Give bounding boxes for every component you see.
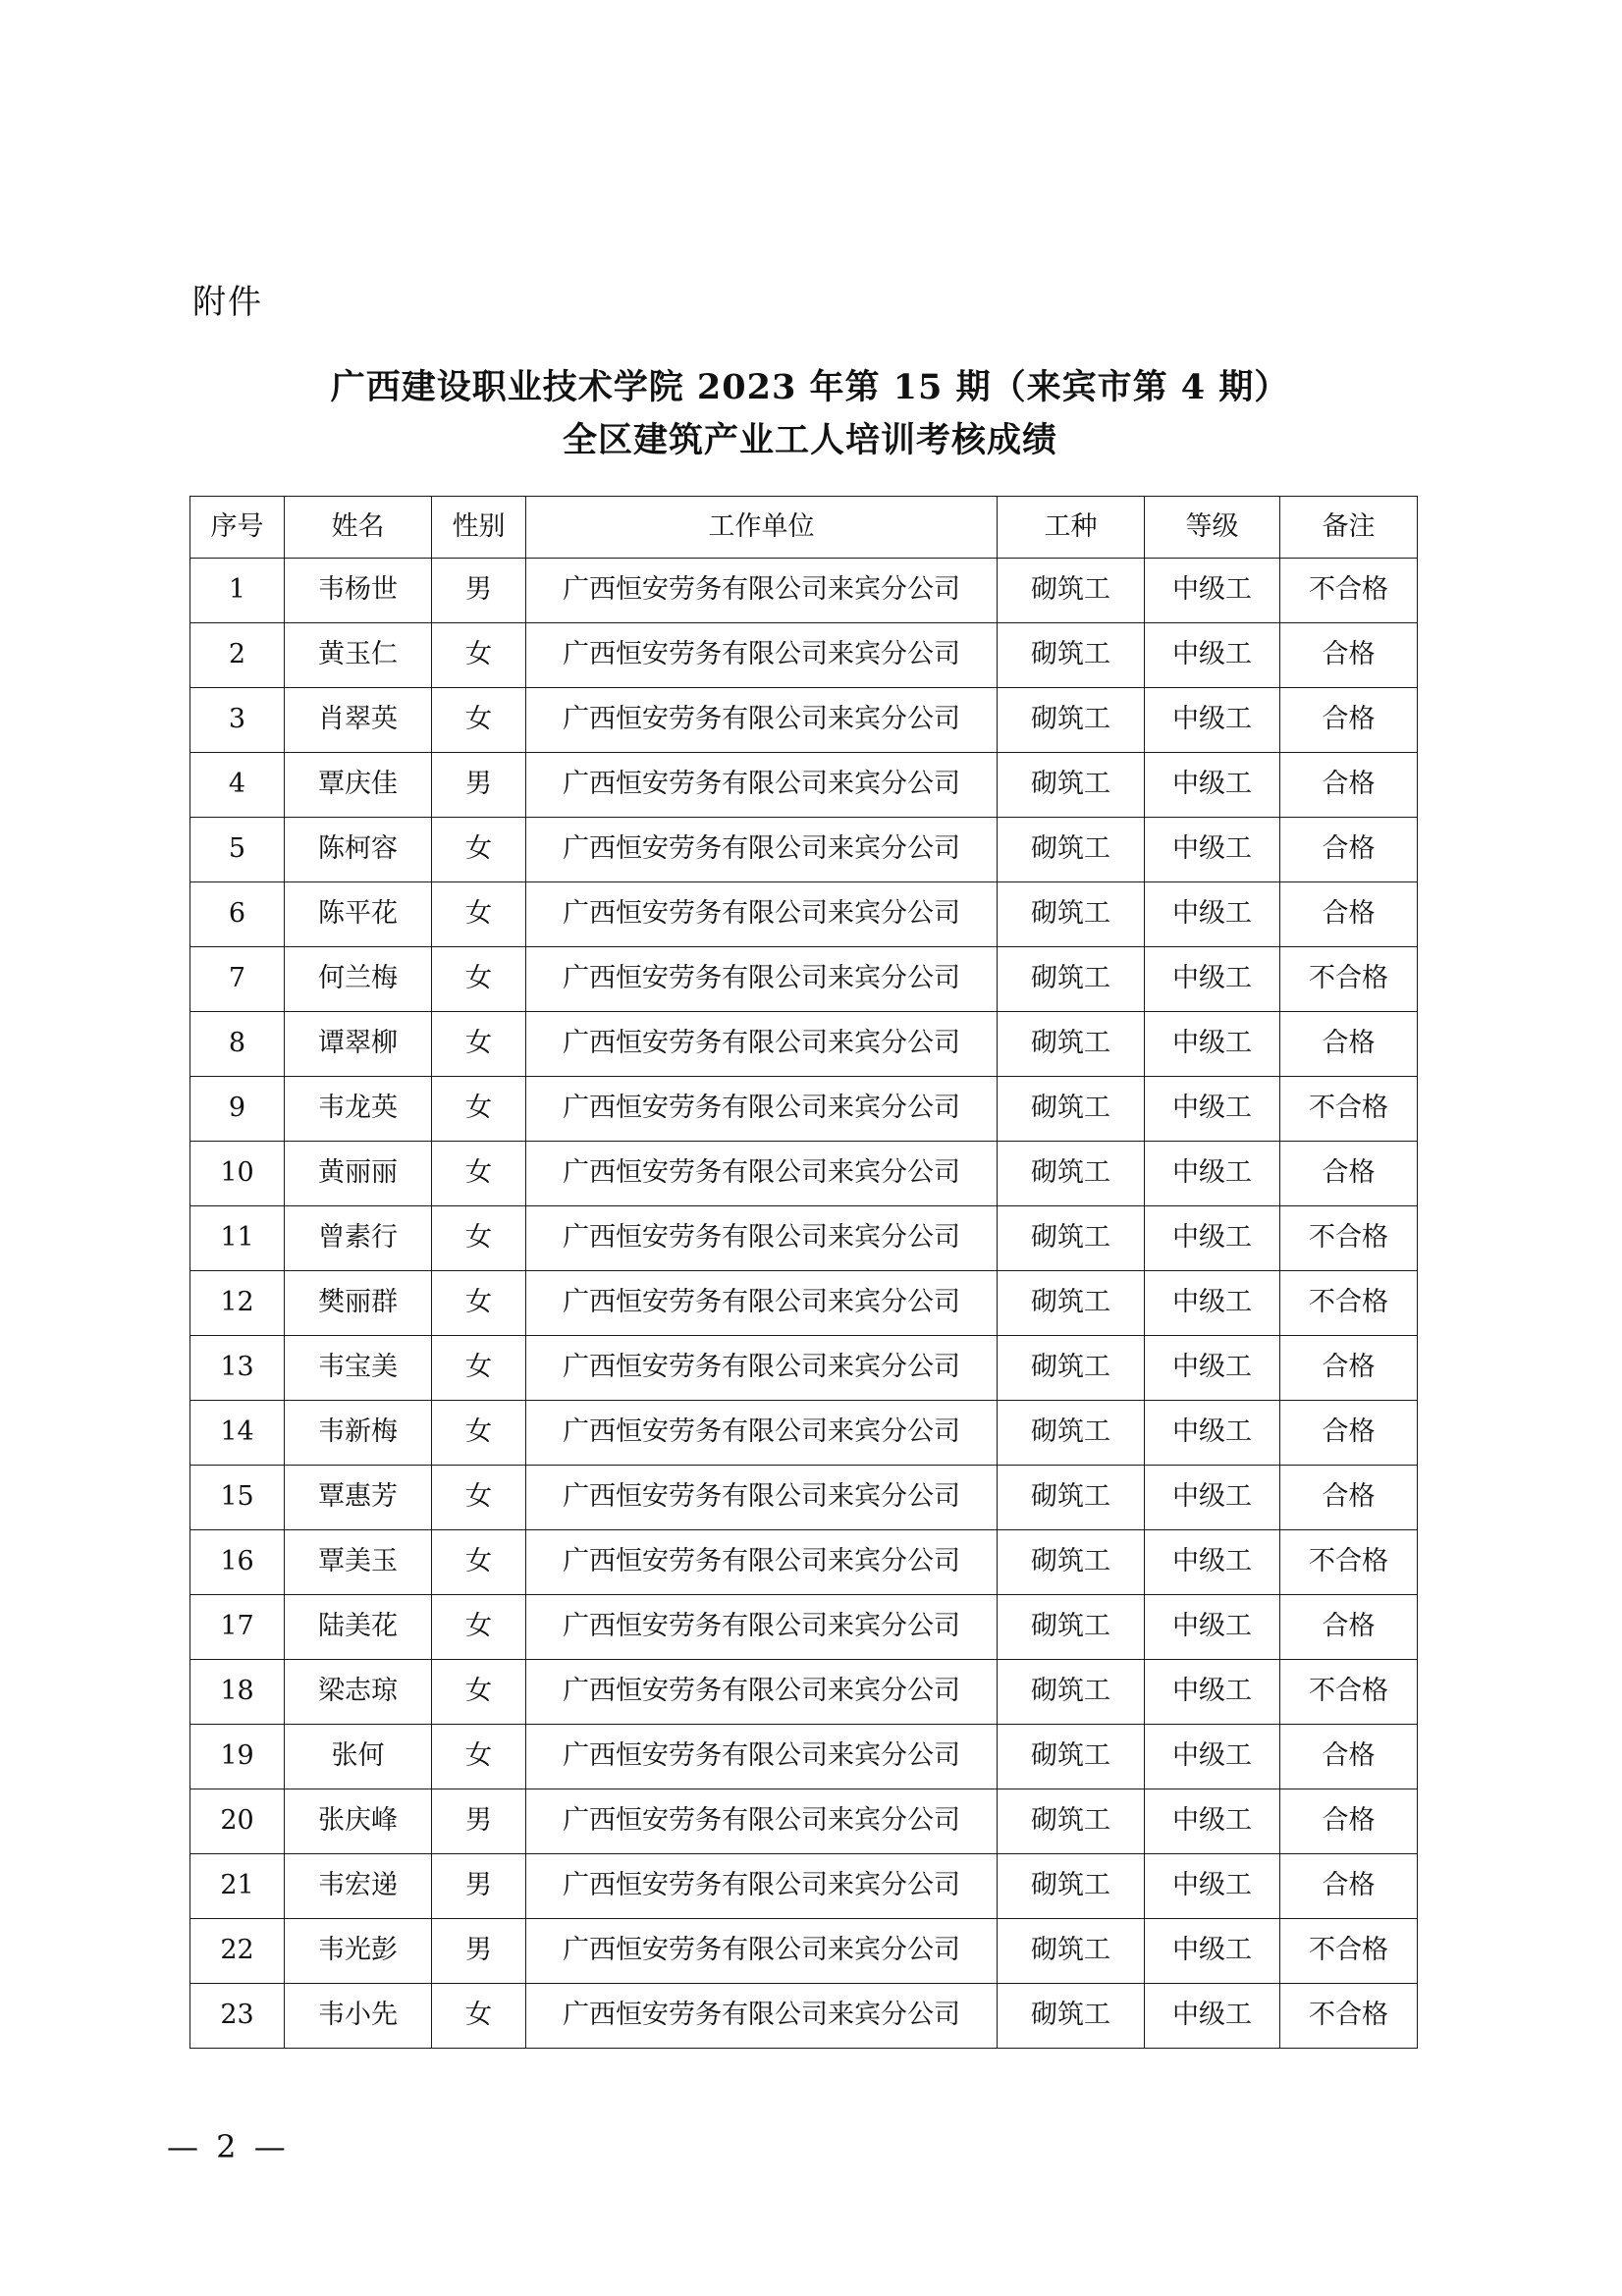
header-name: 姓名 bbox=[285, 497, 432, 559]
cell-remark: 合格 bbox=[1280, 688, 1418, 753]
cell-index: 16 bbox=[190, 1530, 285, 1595]
cell-trade: 砌筑工 bbox=[998, 559, 1145, 623]
cell-gender: 男 bbox=[432, 753, 526, 818]
cell-index: 3 bbox=[190, 688, 285, 753]
cell-level: 中级工 bbox=[1145, 1271, 1280, 1336]
cell-unit: 广西恒安劳务有限公司来宾分公司 bbox=[526, 688, 998, 753]
cell-level: 中级工 bbox=[1145, 559, 1280, 623]
cell-name: 樊丽群 bbox=[285, 1271, 432, 1336]
cell-name: 韦宏递 bbox=[285, 1854, 432, 1919]
cell-remark: 合格 bbox=[1280, 1595, 1418, 1660]
page-title-line-1: 广西建设职业技术学院 2023 年第 15 期（来宾市第 4 期） bbox=[330, 367, 1290, 407]
cell-level: 中级工 bbox=[1145, 818, 1280, 882]
cell-unit: 广西恒安劳务有限公司来宾分公司 bbox=[526, 623, 998, 688]
cell-remark: 不合格 bbox=[1280, 1271, 1418, 1336]
cell-unit: 广西恒安劳务有限公司来宾分公司 bbox=[526, 559, 998, 623]
cell-level: 中级工 bbox=[1145, 1984, 1280, 2049]
header-gender: 性别 bbox=[432, 497, 526, 559]
cell-unit: 广西恒安劳务有限公司来宾分公司 bbox=[526, 882, 998, 947]
cell-gender: 女 bbox=[432, 1660, 526, 1725]
cell-level: 中级工 bbox=[1145, 1336, 1280, 1401]
table-row bbox=[190, 1336, 1418, 1401]
cell-trade: 砌筑工 bbox=[998, 1789, 1145, 1854]
cell-gender: 女 bbox=[432, 1401, 526, 1466]
cell-unit: 广西恒安劳务有限公司来宾分公司 bbox=[526, 818, 998, 882]
cell-name: 韦杨世 bbox=[285, 559, 432, 623]
cell-gender: 女 bbox=[432, 947, 526, 1012]
table-row bbox=[190, 1466, 1418, 1530]
cell-trade: 砌筑工 bbox=[998, 1466, 1145, 1530]
cell-trade: 砌筑工 bbox=[998, 623, 1145, 688]
cell-gender: 女 bbox=[432, 1336, 526, 1401]
cell-level: 中级工 bbox=[1145, 1725, 1280, 1789]
cell-unit: 广西恒安劳务有限公司来宾分公司 bbox=[526, 1466, 998, 1530]
cell-remark: 不合格 bbox=[1280, 1206, 1418, 1271]
cell-gender: 女 bbox=[432, 1984, 526, 2049]
table-row bbox=[190, 882, 1418, 947]
table-row bbox=[190, 1660, 1418, 1725]
cell-remark: 合格 bbox=[1280, 1466, 1418, 1530]
cell-unit: 广西恒安劳务有限公司来宾分公司 bbox=[526, 947, 998, 1012]
cell-level: 中级工 bbox=[1145, 1401, 1280, 1466]
attachment-label: 附件 bbox=[192, 283, 263, 322]
cell-gender: 女 bbox=[432, 1725, 526, 1789]
cell-remark: 合格 bbox=[1280, 1854, 1418, 1919]
cell-trade: 砌筑工 bbox=[998, 818, 1145, 882]
cell-level: 中级工 bbox=[1145, 882, 1280, 947]
table-row bbox=[190, 1789, 1418, 1854]
cell-remark: 不合格 bbox=[1280, 947, 1418, 1012]
cell-level: 中级工 bbox=[1145, 1206, 1280, 1271]
cell-level: 中级工 bbox=[1145, 688, 1280, 753]
cell-name: 覃庆佳 bbox=[285, 753, 432, 818]
cell-unit: 广西恒安劳务有限公司来宾分公司 bbox=[526, 1854, 998, 1919]
cell-level: 中级工 bbox=[1145, 1919, 1280, 1984]
table-row bbox=[190, 1206, 1418, 1271]
cell-gender: 女 bbox=[432, 623, 526, 688]
cell-trade: 砌筑工 bbox=[998, 1012, 1145, 1077]
cell-name: 肖翠英 bbox=[285, 688, 432, 753]
cell-level: 中级工 bbox=[1145, 1466, 1280, 1530]
cell-level: 中级工 bbox=[1145, 1854, 1280, 1919]
table-row bbox=[190, 688, 1418, 753]
cell-trade: 砌筑工 bbox=[998, 947, 1145, 1012]
cell-index: 1 bbox=[190, 559, 285, 623]
cell-gender: 男 bbox=[432, 1919, 526, 1984]
cell-trade: 砌筑工 bbox=[998, 1919, 1145, 1984]
cell-trade: 砌筑工 bbox=[998, 1854, 1145, 1919]
cell-index: 8 bbox=[190, 1012, 285, 1077]
cell-index: 14 bbox=[190, 1401, 285, 1466]
table-row bbox=[190, 1984, 1418, 2049]
table-row bbox=[190, 1012, 1418, 1077]
cell-index: 6 bbox=[190, 882, 285, 947]
cell-remark: 不合格 bbox=[1280, 1984, 1418, 2049]
cell-gender: 女 bbox=[432, 1012, 526, 1077]
cell-gender: 女 bbox=[432, 1271, 526, 1336]
cell-unit: 广西恒安劳务有限公司来宾分公司 bbox=[526, 1206, 998, 1271]
header-level: 等级 bbox=[1145, 497, 1280, 559]
cell-remark: 合格 bbox=[1280, 1725, 1418, 1789]
cell-remark: 不合格 bbox=[1280, 1530, 1418, 1595]
cell-index: 12 bbox=[190, 1271, 285, 1336]
cell-remark: 不合格 bbox=[1280, 1919, 1418, 1984]
table-row bbox=[190, 818, 1418, 882]
cell-unit: 广西恒安劳务有限公司来宾分公司 bbox=[526, 753, 998, 818]
table-row bbox=[190, 1854, 1418, 1919]
cell-index: 19 bbox=[190, 1725, 285, 1789]
cell-remark: 不合格 bbox=[1280, 1660, 1418, 1725]
cell-index: 20 bbox=[190, 1789, 285, 1854]
cell-gender: 男 bbox=[432, 559, 526, 623]
cell-level: 中级工 bbox=[1145, 1595, 1280, 1660]
cell-gender: 女 bbox=[432, 818, 526, 882]
cell-gender: 男 bbox=[432, 1854, 526, 1919]
cell-gender: 女 bbox=[432, 688, 526, 753]
cell-remark: 合格 bbox=[1280, 1142, 1418, 1206]
cell-unit: 广西恒安劳务有限公司来宾分公司 bbox=[526, 1077, 998, 1142]
cell-remark: 合格 bbox=[1280, 882, 1418, 947]
header-index: 序号 bbox=[190, 497, 285, 559]
table-row bbox=[190, 1919, 1418, 1984]
cell-name: 陈平花 bbox=[285, 882, 432, 947]
cell-name: 张庆峰 bbox=[285, 1789, 432, 1854]
cell-trade: 砌筑工 bbox=[998, 1271, 1145, 1336]
cell-trade: 砌筑工 bbox=[998, 1336, 1145, 1401]
cell-unit: 广西恒安劳务有限公司来宾分公司 bbox=[526, 1919, 998, 1984]
cell-index: 22 bbox=[190, 1919, 285, 1984]
cell-name: 韦光彭 bbox=[285, 1919, 432, 1984]
page-number: — 2 — bbox=[167, 2128, 290, 2165]
cell-trade: 砌筑工 bbox=[998, 1401, 1145, 1466]
cell-index: 10 bbox=[190, 1142, 285, 1206]
cell-gender: 女 bbox=[432, 882, 526, 947]
cell-gender: 女 bbox=[432, 1206, 526, 1271]
table-row bbox=[190, 1271, 1418, 1336]
cell-unit: 广西恒安劳务有限公司来宾分公司 bbox=[526, 1336, 998, 1401]
cell-level: 中级工 bbox=[1145, 623, 1280, 688]
cell-name: 黄丽丽 bbox=[285, 1142, 432, 1206]
table-row bbox=[190, 559, 1418, 623]
cell-remark: 合格 bbox=[1280, 1401, 1418, 1466]
cell-index: 11 bbox=[190, 1206, 285, 1271]
cell-level: 中级工 bbox=[1145, 1142, 1280, 1206]
cell-index: 13 bbox=[190, 1336, 285, 1401]
table-row bbox=[190, 1725, 1418, 1789]
cell-index: 23 bbox=[190, 1984, 285, 2049]
cell-unit: 广西恒安劳务有限公司来宾分公司 bbox=[526, 1401, 998, 1466]
cell-remark: 合格 bbox=[1280, 623, 1418, 688]
header-remark: 备注 bbox=[1280, 497, 1418, 559]
cell-remark: 不合格 bbox=[1280, 559, 1418, 623]
table-row bbox=[190, 1595, 1418, 1660]
table-body bbox=[190, 559, 1418, 2049]
cell-unit: 广西恒安劳务有限公司来宾分公司 bbox=[526, 1789, 998, 1854]
cell-level: 中级工 bbox=[1145, 1789, 1280, 1854]
cell-index: 18 bbox=[190, 1660, 285, 1725]
cell-level: 中级工 bbox=[1145, 947, 1280, 1012]
cell-index: 9 bbox=[190, 1077, 285, 1142]
cell-index: 7 bbox=[190, 947, 285, 1012]
cell-gender: 男 bbox=[432, 1789, 526, 1854]
table-row bbox=[190, 753, 1418, 818]
cell-trade: 砌筑工 bbox=[998, 1595, 1145, 1660]
cell-index: 4 bbox=[190, 753, 285, 818]
cell-name: 黄玉仁 bbox=[285, 623, 432, 688]
cell-trade: 砌筑工 bbox=[998, 882, 1145, 947]
cell-unit: 广西恒安劳务有限公司来宾分公司 bbox=[526, 1012, 998, 1077]
table-row bbox=[190, 947, 1418, 1012]
cell-remark: 合格 bbox=[1280, 753, 1418, 818]
cell-index: 2 bbox=[190, 623, 285, 688]
cell-index: 15 bbox=[190, 1466, 285, 1530]
cell-name: 韦小先 bbox=[285, 1984, 432, 2049]
cell-name: 覃惠芳 bbox=[285, 1466, 432, 1530]
cell-remark: 合格 bbox=[1280, 818, 1418, 882]
table-row bbox=[190, 1530, 1418, 1595]
cell-trade: 砌筑工 bbox=[998, 1206, 1145, 1271]
cell-index: 21 bbox=[190, 1854, 285, 1919]
cell-name: 何兰梅 bbox=[285, 947, 432, 1012]
cell-index: 5 bbox=[190, 818, 285, 882]
cell-name: 曾素行 bbox=[285, 1206, 432, 1271]
table-row bbox=[190, 1142, 1418, 1206]
table-row bbox=[190, 623, 1418, 688]
table-row bbox=[190, 1077, 1418, 1142]
cell-trade: 砌筑工 bbox=[998, 688, 1145, 753]
cell-level: 中级工 bbox=[1145, 1077, 1280, 1142]
cell-unit: 广西恒安劳务有限公司来宾分公司 bbox=[526, 1725, 998, 1789]
page-title-line-2: 全区建筑产业工人培训考核成绩 bbox=[562, 420, 1057, 461]
cell-unit: 广西恒安劳务有限公司来宾分公司 bbox=[526, 1142, 998, 1206]
cell-name: 陈柯容 bbox=[285, 818, 432, 882]
cell-gender: 女 bbox=[432, 1077, 526, 1142]
cell-trade: 砌筑工 bbox=[998, 1077, 1145, 1142]
cell-trade: 砌筑工 bbox=[998, 1142, 1145, 1206]
page-title bbox=[157, 361, 1463, 468]
cell-name: 谭翠柳 bbox=[285, 1012, 432, 1077]
cell-unit: 广西恒安劳务有限公司来宾分公司 bbox=[526, 1984, 998, 2049]
cell-level: 中级工 bbox=[1145, 1530, 1280, 1595]
cell-unit: 广西恒安劳务有限公司来宾分公司 bbox=[526, 1595, 998, 1660]
cell-gender: 女 bbox=[432, 1530, 526, 1595]
cell-name: 韦宝美 bbox=[285, 1336, 432, 1401]
cell-trade: 砌筑工 bbox=[998, 1660, 1145, 1725]
cell-remark: 合格 bbox=[1280, 1336, 1418, 1401]
grades-table bbox=[189, 496, 1418, 2049]
table-header-row bbox=[190, 497, 1418, 559]
cell-gender: 女 bbox=[432, 1142, 526, 1206]
cell-name: 陆美花 bbox=[285, 1595, 432, 1660]
cell-name: 梁志琼 bbox=[285, 1660, 432, 1725]
table-row bbox=[190, 1401, 1418, 1466]
cell-name: 覃美玉 bbox=[285, 1530, 432, 1595]
header-unit: 工作单位 bbox=[526, 497, 998, 559]
cell-unit: 广西恒安劳务有限公司来宾分公司 bbox=[526, 1271, 998, 1336]
cell-unit: 广西恒安劳务有限公司来宾分公司 bbox=[526, 1660, 998, 1725]
cell-level: 中级工 bbox=[1145, 1012, 1280, 1077]
cell-name: 张何 bbox=[285, 1725, 432, 1789]
cell-unit: 广西恒安劳务有限公司来宾分公司 bbox=[526, 1530, 998, 1595]
cell-index: 17 bbox=[190, 1595, 285, 1660]
cell-gender: 女 bbox=[432, 1466, 526, 1530]
cell-trade: 砌筑工 bbox=[998, 753, 1145, 818]
cell-remark: 合格 bbox=[1280, 1789, 1418, 1854]
cell-remark: 不合格 bbox=[1280, 1077, 1418, 1142]
cell-trade: 砌筑工 bbox=[998, 1984, 1145, 2049]
cell-trade: 砌筑工 bbox=[998, 1530, 1145, 1595]
cell-name: 韦龙英 bbox=[285, 1077, 432, 1142]
header-trade: 工种 bbox=[998, 497, 1145, 559]
cell-trade: 砌筑工 bbox=[998, 1725, 1145, 1789]
cell-level: 中级工 bbox=[1145, 753, 1280, 818]
cell-level: 中级工 bbox=[1145, 1660, 1280, 1725]
cell-name: 韦新梅 bbox=[285, 1401, 432, 1466]
cell-gender: 女 bbox=[432, 1595, 526, 1660]
cell-remark: 合格 bbox=[1280, 1012, 1418, 1077]
